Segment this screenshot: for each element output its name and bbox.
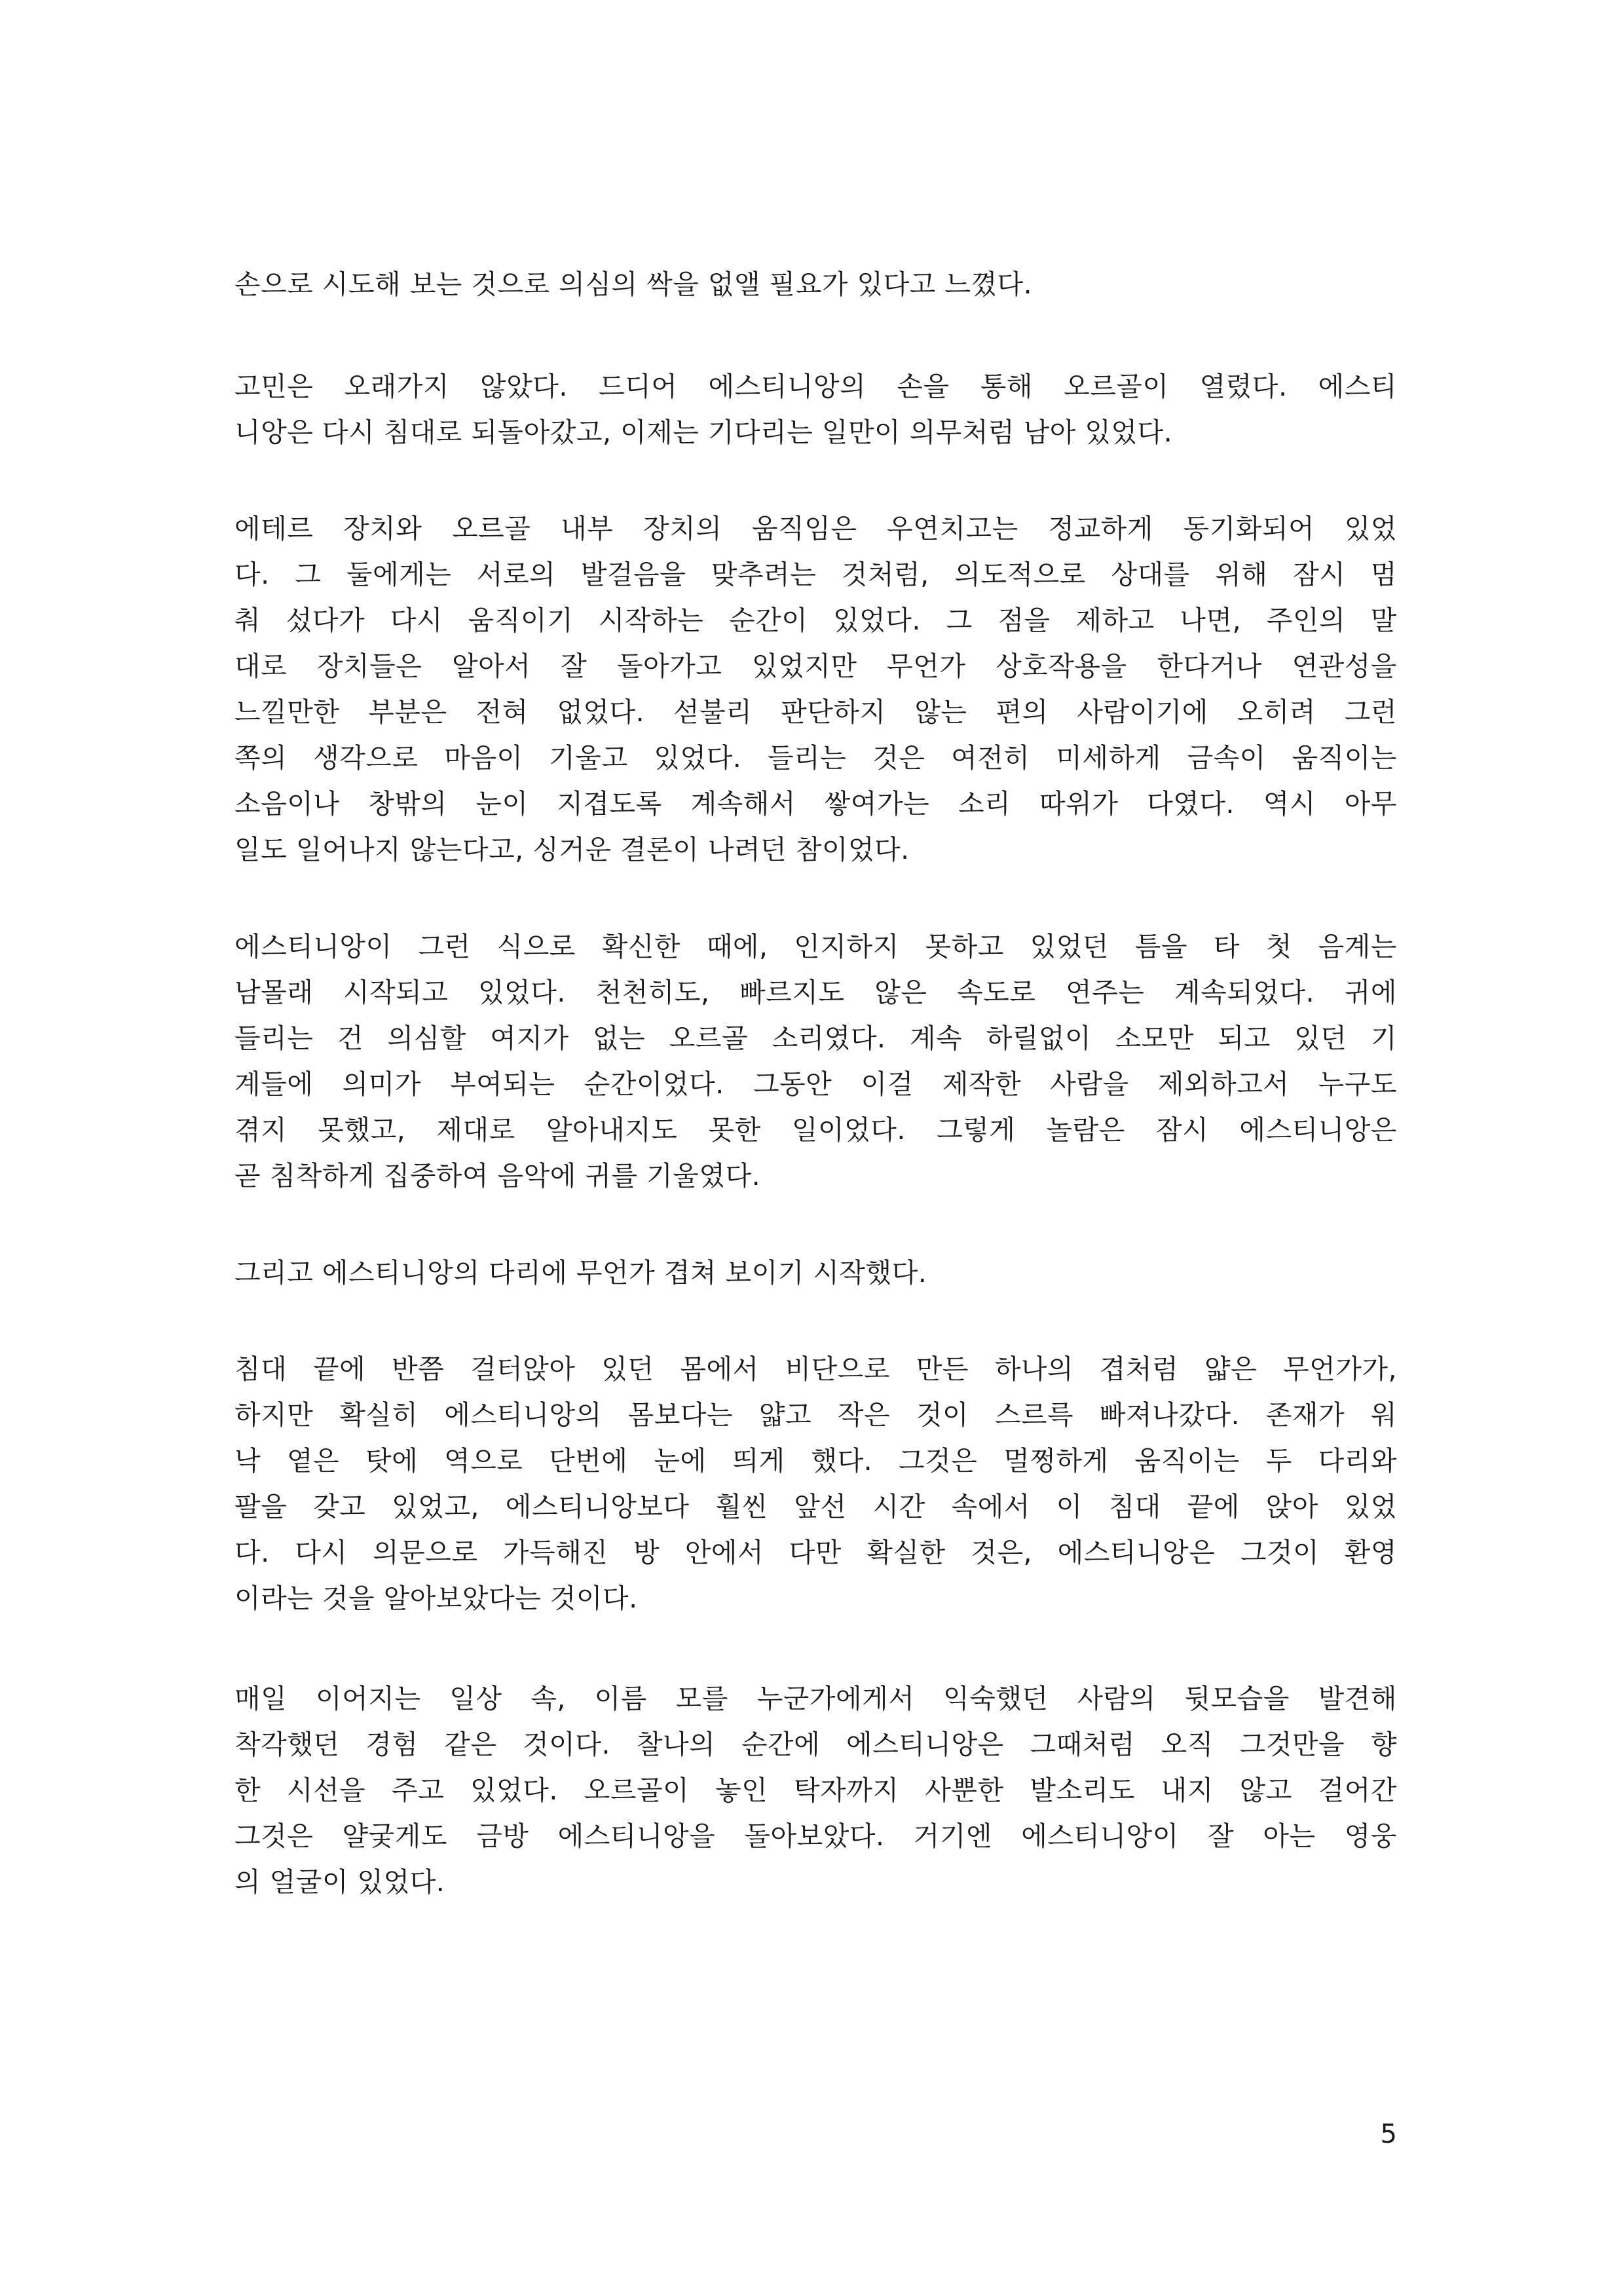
text-line: 이라는 것을 알아보았다는 것이다.	[234, 1583, 638, 1614]
text-line: 일도 일어나지 않는다고, 싱거운 결론이 나려던 참이었다.	[234, 834, 910, 865]
text-line: 니앙은 다시 침대로 되돌아갔고, 이제는 기다리는 일만이 의무처럼 남아 있었다.	[234, 417, 1173, 448]
text-line: 느낄만한 부분은 전혀 없었다. 섣불리 판단하지 않는 편의 사람이기에 오히려 그런	[234, 696, 1397, 728]
text-line: 그것은 얄궂게도 금방 에스티니앙을 돌아보았다. 거기엔 에스티니앙이 잘 아는 영웅	[234, 1820, 1397, 1852]
text-line: 겪지 못했고, 제대로 알아내지도 못한 일이었다. 그렇게 놀람은 잠시 에스티니앙은	[234, 1114, 1397, 1146]
text-line: 들리는 건 의심할 여지가 없는 오르골 소리였다. 계속 하릴없이 소모만 되고 있던 기	[234, 1023, 1397, 1054]
text-line: 대로 장치들은 알아서 잘 돌아가고 있었지만 무언가 상호작용을 한다거나 연관성을	[234, 650, 1397, 682]
text-line: 춰 섰다가 다시 움직이기 시작하는 순간이 있었다. 그 점을 제하고 나면, 주인의 말	[234, 605, 1397, 636]
text-line: 침대 끝에 반쯤 걸터앉아 있던 몸에서 비단으로 만든 하나의 겹처럼 얇은 무언가가,	[234, 1353, 1397, 1385]
text-line: 착각했던 경험 같은 것이다. 찰나의 순간에 에스티니앙은 그때처럼 오직 그것만을 향	[234, 1729, 1397, 1760]
text-line: 손으로 시도해 보는 것으로 의심의 싹을 없앨 필요가 있다고 느꼈다.	[234, 269, 1033, 300]
text-line: 팔을 갖고 있었고, 에스티니앙보다 훨씬 앞선 시간 속에서 이 침대 끝에 앉아 있었	[234, 1491, 1397, 1522]
text-line: 낙 옅은 탓에 역으로 단번에 눈에 띄게 했다. 그것은 멀쩡하게 움직이는 두 다리와	[234, 1445, 1397, 1477]
text-line: 한 시선을 주고 있었다. 오르골이 놓인 탁자까지 사뿐한 발소리도 내지 않고 걸어간	[234, 1775, 1397, 1806]
text-line: 고민은 오래가지 않았다. 드디어 에스티니앙의 손을 통해 오르골이 열렸다. 에스티	[234, 371, 1397, 402]
text-line: 다. 그 둘에게는 서로의 발걸음을 맞추려는 것처럼, 의도적으로 상대를 위해 잠시 멈	[234, 559, 1397, 590]
text-line: 의 얼굴이 있었다.	[234, 1866, 445, 1898]
text-line: 다. 다시 의문으로 가득해진 방 안에서 다만 확실한 것은, 에스티니앙은 그것이 환영	[234, 1537, 1397, 1568]
text-line: 쪽의 생각으로 마음이 기울고 있었다. 들리는 것은 여전히 미세하게 금속이 움직이는	[234, 742, 1397, 774]
page-number: 5	[1380, 2119, 1397, 2149]
text-line: 하지만 확실히 에스티니앙의 몸보다는 얇고 작은 것이 스르륵 빠져나갔다. 존재가 워	[234, 1399, 1397, 1431]
text-line: 매일 이어지는 일상 속, 이름 모를 누군가에게서 익숙했던 사람의 뒷모습을 발견해	[234, 1683, 1397, 1714]
text-line: 그리고 에스티니앙의 다리에 무언가 겹쳐 보이기 시작했다.	[234, 1257, 927, 1289]
text-line: 소음이나 창밖의 눈이 지겹도록 계속해서 쌓여가는 소리 따위가 다였다. 역시 아무	[234, 788, 1397, 819]
text-line: 남몰래 시작되고 있었다. 천천히도, 빠르지도 않은 속도로 연주는 계속되었다. 귀에	[234, 977, 1397, 1008]
text-line: 곧 침착하게 집중하여 음악에 귀를 기울였다.	[234, 1160, 761, 1192]
text-line: 계들에 의미가 부여되는 순간이었다. 그동안 이걸 제작한 사람을 제외하고서 누구도	[234, 1068, 1397, 1100]
text-line: 에스티니앙이 그런 식으로 확신한 때에, 인지하지 못하고 있었던 틈을 타 첫 음계는	[234, 931, 1397, 962]
text-line: 에테르 장치와 오르골 내부 장치의 움직임은 우연치고는 정교하게 동기화되어 있었	[234, 513, 1397, 544]
